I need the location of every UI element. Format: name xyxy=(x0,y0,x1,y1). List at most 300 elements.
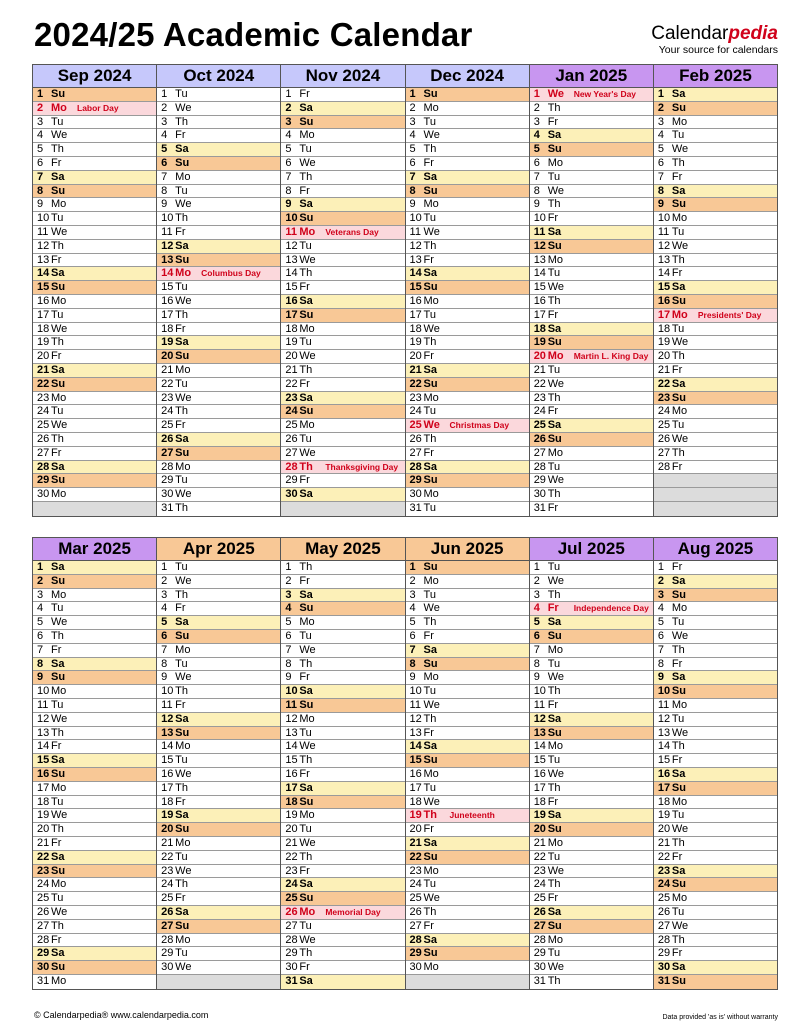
day-cell xyxy=(157,934,280,948)
weekday-label: Sa xyxy=(423,267,437,280)
day-cell xyxy=(33,226,156,240)
day-number: 19 xyxy=(37,809,50,822)
day-number: 2 xyxy=(409,101,416,114)
day-cell xyxy=(406,129,529,143)
brand-logo[interactable] xyxy=(651,24,778,56)
day-cell xyxy=(281,892,404,906)
day-number: 2 xyxy=(657,101,664,114)
day-cell xyxy=(281,589,404,603)
day-cell xyxy=(281,102,404,116)
day-number: 27 xyxy=(285,446,298,459)
day-cell xyxy=(157,961,280,975)
day-number: 12 xyxy=(533,239,546,252)
day-number: 14 xyxy=(37,267,50,280)
weekday-label: We xyxy=(671,726,689,739)
day-number: 23 xyxy=(657,864,671,877)
day-number: 9 xyxy=(657,671,664,684)
day-number: 11 xyxy=(285,225,297,238)
day-number: 29 xyxy=(409,474,422,487)
day-number: 30 xyxy=(285,488,298,501)
day-cell xyxy=(157,561,280,575)
weekday-label: Su xyxy=(671,685,686,698)
day-number: 5 xyxy=(37,616,44,629)
day-number: 10 xyxy=(285,685,298,698)
day-cell xyxy=(530,447,653,461)
holiday-label: Veterans Day xyxy=(325,226,379,237)
day-number: 3 xyxy=(409,115,416,128)
day-number: 31 xyxy=(657,974,671,987)
weekday-label: Fr xyxy=(299,184,310,197)
day-cell xyxy=(33,474,156,488)
weekday-label: Tu xyxy=(671,419,685,432)
day-cell xyxy=(281,920,404,934)
day-number: 3 xyxy=(37,115,44,128)
day-cell xyxy=(406,323,529,337)
weekday-label: Mo xyxy=(299,905,316,918)
day-cell xyxy=(157,947,280,961)
day-number: 27 xyxy=(285,919,298,932)
day-cell xyxy=(33,364,156,378)
day-cell xyxy=(281,796,404,810)
day-number: 6 xyxy=(285,156,292,169)
day-cell xyxy=(33,392,156,406)
day-number: 18 xyxy=(37,795,50,808)
day-number: 20 xyxy=(37,350,50,363)
weekday-label: Th xyxy=(547,198,561,211)
day-cell xyxy=(530,975,653,989)
day-number: 5 xyxy=(285,616,292,629)
day-number: 28 xyxy=(409,933,422,946)
day-cell xyxy=(33,809,156,823)
day-cell xyxy=(33,685,156,699)
day-number: 5 xyxy=(657,616,664,629)
day-cell xyxy=(157,336,280,350)
weekday-label: Tu xyxy=(175,561,188,573)
day-number: 12 xyxy=(657,712,671,725)
day-number: 13 xyxy=(285,726,298,739)
day-number: 12 xyxy=(161,712,174,725)
month-column-nov-2024 xyxy=(281,88,405,516)
day-number: 15 xyxy=(409,281,422,294)
day-cell xyxy=(406,309,529,323)
day-number: 7 xyxy=(161,170,168,183)
weekday-label: We xyxy=(175,488,192,501)
empty-day-cell xyxy=(654,502,777,516)
day-cell xyxy=(406,336,529,350)
day-cell xyxy=(654,171,777,185)
weekday-label: Mo xyxy=(423,488,439,501)
day-cell xyxy=(654,433,777,447)
day-number: 28 xyxy=(409,460,422,473)
day-cell xyxy=(406,865,529,879)
day-cell xyxy=(530,575,653,589)
weekday-label: Tu xyxy=(299,336,312,349)
weekday-label: We xyxy=(299,836,316,849)
day-number: 8 xyxy=(657,657,664,670)
day-cell xyxy=(157,226,280,240)
day-cell xyxy=(530,561,653,575)
day-number: 18 xyxy=(533,795,546,808)
day-cell xyxy=(281,295,404,309)
day-number: 31 xyxy=(533,974,546,987)
day-cell xyxy=(33,240,156,254)
weekday-label: We xyxy=(175,961,192,974)
day-number: 15 xyxy=(657,754,671,767)
day-cell xyxy=(654,185,777,199)
day-number: 11 xyxy=(285,698,297,711)
day-cell xyxy=(281,878,404,892)
weekday-label: Th xyxy=(547,391,561,404)
day-number: 20 xyxy=(161,823,174,836)
day-number: 3 xyxy=(409,588,416,601)
day-cell xyxy=(530,323,653,337)
day-cell xyxy=(654,851,777,865)
day-number: 15 xyxy=(161,281,174,294)
weekday-label: Mo xyxy=(175,933,191,946)
day-number: 6 xyxy=(161,156,168,169)
day-cell xyxy=(654,212,777,226)
weekday-label: Th xyxy=(299,363,313,376)
day-cell xyxy=(654,392,777,406)
weekday-label: Fr xyxy=(547,698,559,711)
day-cell xyxy=(654,823,777,837)
weekday-label: We xyxy=(423,795,440,808)
weekday-label: Su xyxy=(423,88,438,100)
day-number: 12 xyxy=(161,239,174,252)
day-cell xyxy=(406,226,529,240)
day-number: 8 xyxy=(285,184,292,197)
day-number: 19 xyxy=(533,336,546,349)
weekday-label: Sa xyxy=(299,974,313,987)
day-cell xyxy=(654,157,777,171)
day-cell xyxy=(406,947,529,961)
weekday-label: Su xyxy=(547,143,562,156)
day-number: 17 xyxy=(409,781,422,794)
day-number: 11 xyxy=(657,698,670,711)
day-cell xyxy=(654,309,777,323)
day-number: 2 xyxy=(285,574,292,587)
day-cell xyxy=(654,88,777,102)
day-cell xyxy=(530,906,653,920)
day-cell xyxy=(654,405,777,419)
day-number: 18 xyxy=(161,795,174,808)
weekday-label: Su xyxy=(175,726,190,739)
day-number: 7 xyxy=(285,170,292,183)
month-column-jun-2025 xyxy=(406,561,530,989)
weekday-label: Mo xyxy=(175,460,191,473)
day-number: 28 xyxy=(657,460,671,473)
day-cell xyxy=(406,102,529,116)
day-cell xyxy=(530,782,653,796)
weekday-label: Th xyxy=(175,878,189,891)
day-cell xyxy=(530,116,653,130)
day-number: 28 xyxy=(161,460,174,473)
day-number: 27 xyxy=(409,919,422,932)
weekday-label: Sa xyxy=(175,905,189,918)
weekday-label: Mo xyxy=(175,170,191,183)
weekday-label: Sa xyxy=(547,712,562,725)
day-number: 6 xyxy=(161,629,168,642)
day-number: 22 xyxy=(533,377,546,390)
day-cell xyxy=(654,685,777,699)
day-cell xyxy=(530,947,653,961)
day-cell xyxy=(33,447,156,461)
day-cell xyxy=(157,364,280,378)
weekday-label: Su xyxy=(51,88,66,100)
day-number: 20 xyxy=(285,350,298,363)
day-number: 28 xyxy=(161,933,174,946)
weekday-label: We xyxy=(299,643,316,656)
weekday-label: Su xyxy=(175,629,190,642)
weekday-label: We xyxy=(671,823,689,836)
day-cell xyxy=(281,961,404,975)
day-number: 22 xyxy=(285,850,298,863)
day-number: 30 xyxy=(285,961,298,974)
day-number: 25 xyxy=(161,892,174,905)
weekday-label: Su xyxy=(51,767,66,780)
month-column-sep-2024 xyxy=(33,88,157,516)
weekday-label: Sa xyxy=(671,671,686,684)
day-number: 1 xyxy=(285,88,292,100)
day-cell xyxy=(281,240,404,254)
day-cell xyxy=(654,782,777,796)
day-number: 13 xyxy=(409,726,422,739)
weekday-label: Fr xyxy=(671,460,683,473)
weekday-label: Tu xyxy=(175,184,188,197)
weekday-label: Th xyxy=(175,212,189,225)
weekday-label: Tu xyxy=(299,629,312,642)
day-number: 25 xyxy=(409,892,422,905)
day-number: 31 xyxy=(37,974,50,987)
day-cell xyxy=(281,602,404,616)
empty-day-cell xyxy=(281,502,404,516)
day-number: 3 xyxy=(533,588,540,601)
weekday-label: Su xyxy=(175,156,190,169)
day-cell xyxy=(654,644,777,658)
day-number: 11 xyxy=(533,225,546,238)
day-cell xyxy=(157,281,280,295)
day-cell xyxy=(33,419,156,433)
weekday-label: Su xyxy=(423,754,438,767)
day-cell xyxy=(406,823,529,837)
weekday-label: We xyxy=(547,767,564,780)
day-number: 15 xyxy=(409,754,422,767)
weekday-label: We xyxy=(423,602,440,615)
day-number: 26 xyxy=(285,432,298,445)
day-number: 22 xyxy=(657,850,671,863)
day-number: 22 xyxy=(37,377,50,390)
day-cell xyxy=(654,934,777,948)
weekday-label: Fr xyxy=(299,671,310,684)
empty-day-cell xyxy=(654,488,777,502)
weekday-label: Su xyxy=(547,919,562,932)
month-column-apr-2025 xyxy=(157,561,281,989)
weekday-label: Th xyxy=(671,836,685,849)
day-cell xyxy=(281,336,404,350)
weekday-label: Th xyxy=(51,336,64,349)
day-number: 4 xyxy=(533,602,540,615)
day-cell xyxy=(33,671,156,685)
weekday-label: Sa xyxy=(423,170,437,183)
day-number: 13 xyxy=(657,253,671,266)
day-number: 21 xyxy=(161,363,174,376)
weekday-label: Th xyxy=(175,501,189,514)
day-cell xyxy=(654,364,777,378)
day-number: 4 xyxy=(657,129,664,142)
day-number: 21 xyxy=(285,836,298,849)
day-cell xyxy=(530,198,653,212)
weekday-label: Mo xyxy=(547,836,563,849)
day-number: 3 xyxy=(285,588,292,601)
weekday-label: Tu xyxy=(423,781,436,794)
day-number: 26 xyxy=(161,905,174,918)
weekday-label: Su xyxy=(299,308,314,321)
day-cell xyxy=(530,934,653,948)
day-cell xyxy=(406,405,529,419)
day-number: 7 xyxy=(409,643,416,656)
weekday-label: Fr xyxy=(671,657,683,670)
day-cell xyxy=(654,336,777,350)
day-number: 22 xyxy=(161,850,174,863)
day-number: 8 xyxy=(533,184,540,197)
day-cell xyxy=(406,602,529,616)
day-number: 21 xyxy=(161,836,174,849)
day-cell xyxy=(654,267,777,281)
day-cell xyxy=(157,129,280,143)
month-header-row xyxy=(33,538,777,561)
day-number: 8 xyxy=(37,657,44,670)
weekday-label: Su xyxy=(51,377,66,390)
day-cell xyxy=(530,185,653,199)
day-cell xyxy=(654,575,777,589)
day-cell xyxy=(530,754,653,768)
weekday-label: Sa xyxy=(547,905,562,918)
day-cell xyxy=(281,378,404,392)
day-cell xyxy=(33,740,156,754)
day-number: 10 xyxy=(657,685,671,698)
day-cell xyxy=(530,713,653,727)
weekday-label: Fr xyxy=(175,129,186,142)
day-number: 17 xyxy=(285,308,298,321)
weekday-label: Sa xyxy=(423,363,437,376)
weekday-label: Mo xyxy=(547,740,563,753)
day-number: 15 xyxy=(533,281,546,294)
day-number: 16 xyxy=(657,294,671,307)
weekday-label: Tu xyxy=(547,267,561,280)
day-cell xyxy=(281,171,404,185)
weekday-label: Sa xyxy=(51,561,65,573)
day-number: 18 xyxy=(37,322,50,335)
day-cell xyxy=(406,185,529,199)
day-number: 22 xyxy=(409,850,422,863)
day-number: 30 xyxy=(37,488,50,501)
day-number: 19 xyxy=(409,809,422,822)
day-number: 15 xyxy=(285,754,298,767)
day-number: 14 xyxy=(37,740,50,753)
weekday-label: Fr xyxy=(51,933,62,946)
day-number: 5 xyxy=(161,143,168,156)
weekday-label: Th xyxy=(299,460,313,473)
day-number: 7 xyxy=(285,643,292,656)
weekday-label: Sa xyxy=(299,391,313,404)
day-cell xyxy=(654,616,777,630)
weekday-label: Fr xyxy=(671,561,683,573)
day-number: 2 xyxy=(409,574,416,587)
day-cell xyxy=(157,892,280,906)
day-cell xyxy=(281,947,404,961)
day-number: 9 xyxy=(409,198,416,211)
day-cell xyxy=(654,589,777,603)
day-number: 12 xyxy=(533,712,546,725)
weekday-label: We xyxy=(671,629,689,642)
weekday-label: Mo xyxy=(299,712,315,725)
day-number: 16 xyxy=(161,767,174,780)
day-number: 29 xyxy=(533,474,546,487)
day-cell xyxy=(33,295,156,309)
day-cell xyxy=(406,782,529,796)
day-cell xyxy=(33,837,156,851)
weekday-label: Sa xyxy=(51,850,65,863)
weekday-label: Tu xyxy=(423,308,436,321)
day-number: 14 xyxy=(657,267,671,280)
weekday-label: Th xyxy=(423,905,437,918)
day-cell xyxy=(33,865,156,879)
weekday-label: We xyxy=(51,225,68,238)
day-cell xyxy=(33,461,156,475)
day-number: 6 xyxy=(657,629,664,642)
weekday-label: Su xyxy=(547,239,562,252)
day-cell xyxy=(654,116,777,130)
day-number: 6 xyxy=(409,629,416,642)
day-cell xyxy=(406,892,529,906)
weekday-label: Tu xyxy=(175,947,188,960)
day-number: 9 xyxy=(161,198,168,211)
day-number: 5 xyxy=(657,143,664,156)
day-number: 10 xyxy=(533,212,546,225)
weekday-label: Mo xyxy=(547,253,563,266)
day-cell xyxy=(654,419,777,433)
weekday-label: Th xyxy=(175,308,189,321)
holiday-label: Labor Day xyxy=(77,102,119,113)
day-cell xyxy=(406,740,529,754)
weekday-label: Mo xyxy=(51,294,67,307)
day-cell xyxy=(406,474,529,488)
day-number: 28 xyxy=(37,933,50,946)
day-number: 9 xyxy=(285,671,292,684)
day-cell xyxy=(157,143,280,157)
day-cell xyxy=(157,920,280,934)
weekday-label: We xyxy=(671,432,689,445)
day-cell xyxy=(157,378,280,392)
weekday-label: Su xyxy=(671,781,686,794)
month-header-oct-2024: Oct 2024 xyxy=(157,65,281,88)
day-cell xyxy=(530,740,653,754)
weekday-label: Sa xyxy=(299,685,313,698)
day-cell xyxy=(157,502,280,516)
day-cell xyxy=(654,671,777,685)
day-number: 24 xyxy=(657,878,671,891)
day-number: 9 xyxy=(657,198,664,211)
day-cell xyxy=(157,727,280,741)
weekday-label: Sa xyxy=(51,363,65,376)
day-number: 2 xyxy=(161,574,168,587)
weekday-label: Su xyxy=(423,657,438,670)
weekday-label: Fr xyxy=(423,350,434,363)
day-cell xyxy=(281,323,404,337)
day-number: 11 xyxy=(409,225,421,238)
day-cell xyxy=(33,616,156,630)
day-cell xyxy=(530,474,653,488)
